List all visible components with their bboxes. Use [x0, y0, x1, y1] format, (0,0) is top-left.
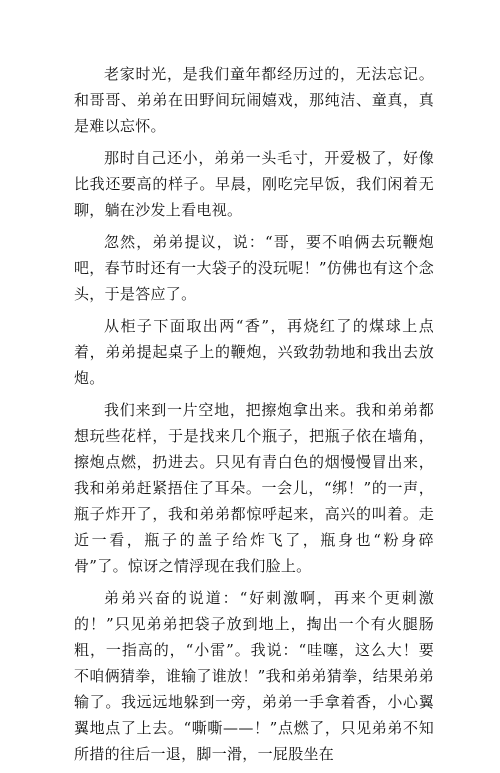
paragraph-5: 我们来到一片空地，把擦炮拿出来。我和弟弟都想玩些花样，于是找来几个瓶子，把瓶子依在墙角，擦炮点燃，扔进去。只见有青白色的烟慢慢冒出来，我和弟弟赶紧捂住了耳朵。一会儿，“绑！”的一声，瓶子炸开了，我和弟弟都惊呼起来，高兴的叫着。走近一看，瓶子的盖子给炸飞了，瓶身也“粉身碎骨”了。惊讶之情浮现在我们脸上。 — [74, 401, 434, 575]
paragraph-2: 那时自己还小，弟弟一头毛寸，开爱极了，好像比我还要高的样子。早晨，刚吃完早饭，我们闲着无聊，躺在沙发上看电视。 — [74, 149, 434, 219]
paragraph-3: 忽然，弟弟提议，说：“哥，要不咱俩去玩鞭炮吧，春节时还有一大袋子的没玩呢！”仿佛也有这个念头，于是答应了。 — [74, 233, 434, 303]
paragraph-6: 弟弟兴奋的说道：“好刺激啊，再来个更刺激的！”只见弟弟把袋子放到地上，掏出一个有火腿肠粗，一指高的，“小雷”。我说：“哇噻，这么大！要不咱俩猜拳，谁输了谁放！”我和弟弟猜拳，结果弟弟输了。我远远地躲到一旁，弟弟一手拿着香，小心翼翼地点了上去。“嘶嘶——！”点燃了，只见弟弟不知所措的往后一退，脚一滑，一屁股坐在 — [74, 589, 434, 763]
paragraph-1: 老家时光，是我们童年都经历过的，无法忘记。和哥哥、弟弟在田野间玩闹嬉戏，那纯洁、童真，真是难以忘怀。 — [74, 65, 434, 135]
document-body — [74, 61, 434, 773]
paragraph-4: 从柜子下面取出两“香”，再烧红了的煤球上点着，弟弟提起桌子上的鞭炮，兴致勃勃地和我出去放炮。 — [74, 317, 434, 387]
